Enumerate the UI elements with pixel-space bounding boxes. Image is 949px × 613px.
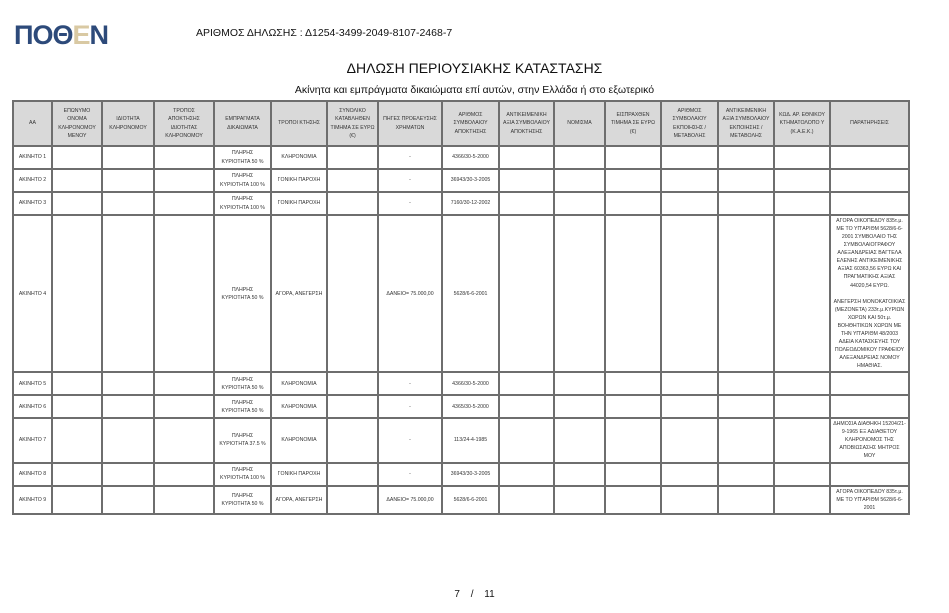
table-cell	[774, 192, 830, 215]
table-cell	[774, 463, 830, 486]
table-cell	[154, 395, 214, 418]
table-cell	[102, 146, 154, 169]
table-cell	[102, 463, 154, 486]
table-cell: ΔΑΝΕΙΟ= 75.000,00	[378, 215, 442, 372]
table-cell	[718, 418, 774, 462]
table-cell	[102, 486, 154, 514]
table-cell	[830, 169, 909, 192]
table-cell	[499, 486, 554, 514]
declaration-number: ΑΡΙΘΜΟΣ ΔΗΛΩΣΗΣ : Δ1254-3499-2049-8107-2468-7	[196, 27, 453, 39]
column-header: ΕΙΣΠΡΑΧΘΕΝ ΤΙΜΗΜΑ ΣΕ ΕΥΡΩ (€)	[605, 101, 661, 146]
table-cell	[830, 463, 909, 486]
table-cell	[774, 169, 830, 192]
table-cell	[661, 169, 718, 192]
table-cell	[499, 372, 554, 395]
table-cell	[52, 215, 102, 372]
logo-accent: Ε	[72, 20, 90, 50]
table-cell	[52, 486, 102, 514]
table-cell: -	[378, 146, 442, 169]
table-cell: 5628/6-6-2001	[442, 486, 499, 514]
table-cell	[718, 192, 774, 215]
table-cell	[52, 372, 102, 395]
table-cell	[102, 395, 154, 418]
table-cell	[154, 169, 214, 192]
table-cell	[661, 215, 718, 372]
column-header: ΠΑΡΑΤΗΡΗΣΕΙΣ	[830, 101, 909, 146]
table-cell: ΚΛΗΡΟΝΟΜΙΑ	[271, 418, 327, 462]
table-cell	[327, 146, 378, 169]
table-cell	[499, 463, 554, 486]
table-cell	[154, 418, 214, 462]
table-cell	[499, 192, 554, 215]
page-title: ΔΗΛΩΣΗ ΠΕΡΙΟΥΣΙΑΚΗΣ ΚΑΤΑΣΤΑΣΗΣ	[346, 60, 603, 76]
table-cell	[605, 146, 661, 169]
table-cell	[774, 395, 830, 418]
table-cell	[327, 418, 378, 462]
column-header: ΣΥΝΟΛΙΚΟ ΚΑΤΑΒΛΗΘΕΝ ΤΙΜΗΜΑ ΣΕ ΕΥΡΩ (€)	[327, 101, 378, 146]
table-cell: ΑΓΟΡΑ ΟΙΚΟΠΕΔΟΥ 835τ.μ. ΜΕ ΤΟ ΥΠ'ΑΡΙΘΜ 5628/6-6-2001	[830, 486, 909, 514]
table-row	[13, 372, 909, 395]
table-cell: 113/24-4-1985	[442, 418, 499, 462]
table-cell	[830, 372, 909, 395]
table-cell	[661, 192, 718, 215]
current-page: 7	[454, 589, 460, 600]
table-cell	[154, 192, 214, 215]
table-cell	[52, 395, 102, 418]
table-cell: -	[378, 418, 442, 462]
column-header: ΕΠΩΝΥΜΟ ΟΝΟΜΑ ΚΛΗΡΟΝΟΜΟΥ ΜΕΝΟΥ	[52, 101, 102, 146]
table-cell	[499, 169, 554, 192]
table-cell	[605, 372, 661, 395]
table-cell	[102, 169, 154, 192]
table-row	[13, 418, 909, 462]
table-cell	[554, 395, 605, 418]
table-cell	[718, 169, 774, 192]
table-cell: ΠΛΗΡΗΣ ΚΥΡΙΟΤΗΤΑ 50 %	[214, 215, 271, 372]
table-cell: ΑΚΙΝΗΤΟ 6	[13, 395, 52, 418]
table-cell	[499, 215, 554, 372]
table-row	[13, 395, 909, 418]
table-cell	[718, 395, 774, 418]
column-header: ΝΟΜΙΣΜΑ	[554, 101, 605, 146]
table-cell: -	[378, 192, 442, 215]
table-cell	[154, 215, 214, 372]
table-cell: ΠΛΗΡΗΣ ΚΥΡΙΟΤΗΤΑ 100 %	[214, 192, 271, 215]
table-cell	[327, 395, 378, 418]
table-cell: ΑΚΙΝΗΤΟ 3	[13, 192, 52, 215]
table-cell	[554, 192, 605, 215]
column-header: ΑΝΤΙΚΕΙΜΕΝΙΚΗ ΑΞΙΑ ΣΥΜΒΟΛΑΙΟΥ ΕΚΠΟΙΗΣΗΣ / ΜΕΤΑΒΟΛΗΣ	[718, 101, 774, 146]
table-cell	[554, 486, 605, 514]
table-cell	[774, 372, 830, 395]
table-row	[13, 192, 909, 215]
table-cell	[661, 372, 718, 395]
table-cell: -	[378, 395, 442, 418]
table-cell	[718, 463, 774, 486]
table-cell	[554, 215, 605, 372]
table-cell: ΠΛΗΡΗΣ ΚΥΡΙΟΤΗΤΑ 37.5 %	[214, 418, 271, 462]
table-cell: ΔΑΝΕΙΟ= 75.000,00	[378, 486, 442, 514]
table-cell	[661, 463, 718, 486]
table-cell: ΑΚΙΝΗΤΟ 2	[13, 169, 52, 192]
table-cell: ΑΚΙΝΗΤΟ 5	[13, 372, 52, 395]
table-cell: ΠΛΗΡΗΣ ΚΥΡΙΟΤΗΤΑ 100 %	[214, 169, 271, 192]
table-cell: ΚΛΗΡΟΝΟΜΙΑ	[271, 395, 327, 418]
table-cell: ΔΗΜΟΣΙΑ ΔΙΑΘΗΚΗ 15204/21-9-1965 ΕΞ ΑΔΙΑΘΕΤΟΥ ΚΛΗΡΟΝΟΜΟΣ ΤΗΣ ΑΠΟΒΙΩΣΑΣΗΣ ΜΗΤΡΟΣ ΜΟΥ	[830, 418, 909, 462]
table-cell	[554, 418, 605, 462]
table-cell: 4366/30-5-2000	[442, 146, 499, 169]
table-row	[13, 215, 909, 372]
pothen-logo	[14, 20, 108, 51]
table-cell: ΑΚΙΝΗΤΟ 8	[13, 463, 52, 486]
table-cell: ΓΟΝΙΚΗ ΠΑΡΟΧΗ	[271, 169, 327, 192]
table-cell	[605, 395, 661, 418]
table-cell	[499, 418, 554, 462]
table-cell	[52, 192, 102, 215]
table-cell	[830, 192, 909, 215]
table-cell: ΚΛΗΡΟΝΟΜΙΑ	[271, 146, 327, 169]
table-cell: ΑΓΟΡΑ ΟΙΚΟΠΕΔΟΥ 835τ.μ. ΜΕ ΤΟ ΥΠ'ΑΡΙΘΜ 5628/6-6-2001 ΣΥΜΒΟΛΑΙΟ ΤΗΣ ΣΥΜΒΟΛΑΙΟΓΡΑΦΟΥ ΑΛΕΞΑΝΔΡΕΙΑΣ ΒΑΓΤΕΛΑ ΕΛΕΝΗΣ ΑΝΤΙΚΕΙΜΕΝΙΚΗΣ ΑΞΙΑΣ 60363,56 ΕΥΡΩ ΚΑΙ ΠΡΑΓΜΑΤΙΚΗΣ ΑΞΙΑΣ 44020,54 ΕΥΡΩ. ΑΝΕΓΕΡΣΗ ΜΟΝΟΚΑΤΟΙΚΙΑΣ (ΜΕΖΟΝΕΤΑ) 233τ.μ.ΚΥΡΙΩΝ ΧΩΡΩΝ ΚΑΙ 50τ.μ. ΒΟΗΘΗΤΙΚΩΝ ΧΩΡΩΝ ΜΕ ΤΗΝ ΥΠ'ΑΡΙΘΜ 48/2003 ΑΔΕΙΑ ΚΑΤΑΣΚΕΥΗΣ ΤΟΥ ΠΟΛΕΟΔΟΜΙΚΟΥ ΓΡΑΦΕΙΟΥ ΑΛΕΞΑΝΔΡΕΙΑΣ ΝΟΜΟΥ ΗΜΑΘΙΑΣ.	[830, 215, 909, 372]
table-cell	[499, 395, 554, 418]
table-cell: ΠΛΗΡΗΣ ΚΥΡΙΟΤΗΤΑ 50 %	[214, 146, 271, 169]
column-header: ΑΡΙΘΜΟΣ ΣΥΜΒΟΛΑΙΟΥ ΕΚΠΟΙΗΣΗΣ /ΜΕΤΑΒΟΛΗΣ	[661, 101, 718, 146]
table-cell	[774, 418, 830, 462]
column-header: ΑΡΙΘΜΟΣ ΣΥΜΒΟΛΑΙΟΥ ΑΠΟΚΤΗΣΗΣ	[442, 101, 499, 146]
table-cell	[154, 486, 214, 514]
table-cell: ΠΛΗΡΗΣ ΚΥΡΙΟΤΗΤΑ 100 %	[214, 463, 271, 486]
table-cell	[327, 169, 378, 192]
table-cell: 7160/30-12-2002	[442, 192, 499, 215]
table-cell	[605, 169, 661, 192]
column-header: ΚΩΔ. ΑΡ. ΕΘΝΙΚΟΥ ΚΤΗΜΑΤΟΛΟΠΟ Υ (Κ.Α.Ε.Κ.)	[774, 101, 830, 146]
total-pages: 11	[484, 589, 495, 600]
table-cell	[154, 463, 214, 486]
table-cell	[554, 146, 605, 169]
table-cell	[605, 418, 661, 462]
table-cell	[718, 146, 774, 169]
table-cell: ΚΛΗΡΟΝΟΜΙΑ	[271, 372, 327, 395]
table-cell	[661, 146, 718, 169]
table-cell: ΑΚΙΝΗΤΟ 7	[13, 418, 52, 462]
table-cell: 36943/30-3-2005	[442, 463, 499, 486]
table-cell	[605, 215, 661, 372]
table-header-row	[13, 101, 909, 146]
logo-text: ΠΟΘ	[14, 20, 73, 50]
table-cell	[661, 395, 718, 418]
table-cell	[102, 372, 154, 395]
table-cell: ΑΚΙΝΗΤΟ 1	[13, 146, 52, 169]
table-cell	[554, 372, 605, 395]
table-row	[13, 463, 909, 486]
table-row	[13, 146, 909, 169]
table-cell: 4366/30-5-2000	[442, 372, 499, 395]
table-cell: -	[378, 169, 442, 192]
table-cell	[102, 215, 154, 372]
table-cell	[52, 146, 102, 169]
table-cell	[605, 192, 661, 215]
table-cell	[52, 169, 102, 192]
table-cell: ΠΛΗΡΗΣ ΚΥΡΙΟΤΗΤΑ 50 %	[214, 372, 271, 395]
table-cell	[605, 486, 661, 514]
column-header: ΑΝΤΙΚΕΙΜΕΝΙΚΗ ΑΞΙΑ ΣΥΜΒΟΛΑΙΟΥ ΑΠΟΚΤΗΣΗΣ	[499, 101, 554, 146]
table-cell: ΑΚΙΝΗΤΟ 9	[13, 486, 52, 514]
table-cell	[327, 192, 378, 215]
column-header: ΙΔΙΟΤΗΤΑ ΚΛΗΡΟΝΟΜΟΥ	[102, 101, 154, 146]
table-cell	[102, 192, 154, 215]
table-cell	[830, 395, 909, 418]
page-indicator	[0, 589, 949, 600]
column-header: ΕΜΠΡΑΓΜΑΤΑ ΔΙΚΑΙΩΜΑΤΑ	[214, 101, 271, 146]
section-subtitle: Ακίνητα και εμπράγματα δικαιώματα επί αυτών, στην Ελλάδα ή στο εξωτερικό	[294, 84, 655, 96]
table-cell: ΑΚΙΝΗΤΟ 4	[13, 215, 52, 372]
page-separator: /	[470, 589, 474, 600]
table-row	[13, 486, 909, 514]
table-cell: 5628/6-6-2001	[442, 215, 499, 372]
table-cell	[327, 486, 378, 514]
table-cell	[154, 146, 214, 169]
column-header: ΠΗΓΕΣ ΠΡΟΕΛΕΥΣΗΣ ΧΡΗΜΑΤΩΝ	[378, 101, 442, 146]
assets-table	[12, 100, 910, 515]
table-row	[13, 169, 909, 192]
table-cell: 36943/30-3-2005	[442, 169, 499, 192]
table-cell: -	[378, 463, 442, 486]
table-cell	[327, 372, 378, 395]
table-cell	[52, 463, 102, 486]
table-cell: ΠΛΗΡΗΣ ΚΥΡΙΟΤΗΤΑ 50 %	[214, 486, 271, 514]
table-cell	[327, 215, 378, 372]
table-cell: 4365/30-5-2000	[442, 395, 499, 418]
table-cell	[830, 146, 909, 169]
logo-text-end: Ν	[89, 20, 109, 50]
table-cell	[554, 169, 605, 192]
table-cell	[718, 215, 774, 372]
table-cell	[718, 372, 774, 395]
table-cell	[154, 372, 214, 395]
table-cell	[554, 463, 605, 486]
table-cell	[102, 418, 154, 462]
table-cell	[718, 486, 774, 514]
table-cell	[327, 463, 378, 486]
table-cell: -	[378, 372, 442, 395]
table-cell	[774, 486, 830, 514]
table-cell	[52, 418, 102, 462]
column-header: ΤΡΟΠΟΣ ΑΠΟΚΤΗΣΗΣ ΙΔΙΟΤΗΤΑΣ ΚΛΗΡΟΝΟΜΟΥ	[154, 101, 214, 146]
column-header: ΤΡΟΠΟΙ ΚΤΗΣΗΣ	[271, 101, 327, 146]
table-cell	[499, 146, 554, 169]
table-cell	[774, 146, 830, 169]
table-cell	[661, 486, 718, 514]
table-cell	[661, 418, 718, 462]
table-cell: ΑΓΟΡΑ, ΑΝΕΓΕΡΣΗ	[271, 486, 327, 514]
table-cell	[774, 215, 830, 372]
table-cell: ΠΛΗΡΗΣ ΚΥΡΙΟΤΗΤΑ 50 %	[214, 395, 271, 418]
table-cell: ΓΟΝΙΚΗ ΠΑΡΟΧΗ	[271, 463, 327, 486]
column-header: ΑΑ	[13, 101, 52, 146]
table-cell	[605, 463, 661, 486]
table-cell: ΑΓΟΡΑ, ΑΝΕΓΕΡΣΗ	[271, 215, 327, 372]
table-cell: ΓΟΝΙΚΗ ΠΑΡΟΧΗ	[271, 192, 327, 215]
